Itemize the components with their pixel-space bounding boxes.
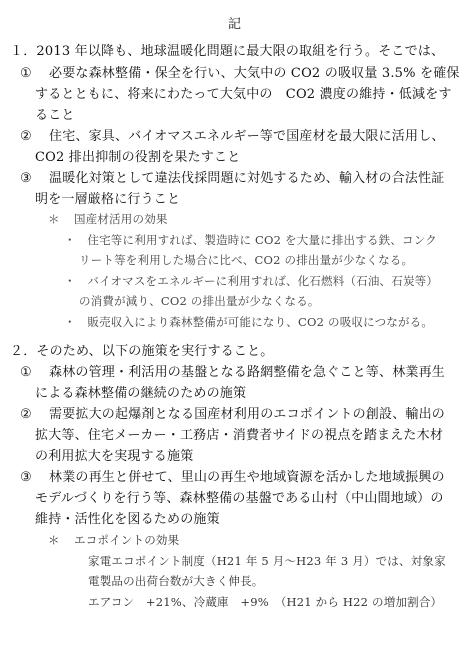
section2-heading: ２．そのため、以下の施策を実行すること。 bbox=[10, 344, 274, 359]
section1-item3-line: 明を一層厳格に行うこと bbox=[35, 192, 181, 207]
section1-item1-line: 必要な森林整備・保全を行い、大気中の CO2 の吸収量 3.5% を確保 bbox=[49, 66, 460, 81]
section1-item2-line: 住宅、家具、バイオマスエネルギー等で国産材を最大限に活用し、 bbox=[49, 129, 445, 144]
section2-note-line: 家電エコポイント制度（H21 年 5 月～H23 年 3 月）では、対象家 bbox=[88, 554, 446, 568]
section2-item3-marker: ③ bbox=[20, 470, 32, 485]
section1-item1-line: するとともに、将来にわたって大気中の CO2 濃度の維持・低減をす bbox=[35, 87, 452, 102]
section1-note-bullet: ・ 住宅等に利用すれば、製造時に CO2 を大量に排出する鉄、コンク bbox=[64, 233, 437, 247]
section2-item3-line: 林業の再生と併せて、里山の再生や地域資源を活かした地域振興の bbox=[49, 470, 445, 485]
section2-item1-marker: ① bbox=[20, 365, 32, 380]
section1-item3-line: 温暖化対策として違法伐採問題に対処するため、輸入材の合法性証 bbox=[49, 171, 445, 186]
section1-item2-line: CO2 排出抑制の役割を果たすこと bbox=[35, 150, 241, 165]
section2-note-title: エコポイントの効果 bbox=[74, 533, 180, 547]
section2-item3-line: モデルづくりを行う等、森林整備の基盤である山村（中山間地域）の bbox=[35, 491, 444, 506]
section2-note-line: エアコン +21%、冷蔵庫 +9% （H21 から H22 の増加割合） bbox=[88, 595, 443, 609]
section1-heading: １．2013 年以降も、地球温暖化問題に最大限の取組を行う。そこでは、 bbox=[10, 44, 445, 59]
section1-item3-marker: ③ bbox=[20, 171, 32, 186]
section1-note-title: 国産材活用の効果 bbox=[74, 212, 168, 226]
section2-item1-line: 森林の管理・利活用の基盤となる路網整備を急ぐこと等、林業再生 bbox=[49, 365, 446, 380]
section2-item2-line: の利用拡大を実現する施策 bbox=[35, 449, 194, 464]
section1-item2-marker: ② bbox=[20, 129, 32, 144]
section1-note-marker: ＊ bbox=[48, 212, 60, 226]
section1-item1-marker: ① bbox=[20, 66, 32, 81]
section2-note-marker: ＊ bbox=[48, 533, 60, 547]
section1-note-bullet: リート等を利用した場合に比べ、CO2 の排出量が少なくなる。 bbox=[79, 253, 414, 267]
section1-note-bullet: ・ バイオマスをエネルギーに利用すれば、化石燃料（石油、石炭等） bbox=[64, 274, 439, 288]
section2-item2-marker: ② bbox=[20, 407, 32, 422]
section1-item1-line: ること bbox=[35, 108, 75, 123]
section2-note-line: 電製品の出荷台数が大きく伸長。 bbox=[88, 574, 264, 588]
section1-note-bullet: ・ 販売収入により森林整備が可能になり、CO2 の吸収につながる。 bbox=[64, 315, 434, 329]
section1-note-bullet: の消費が減り、CO2 の排出量が少なくなる。 bbox=[79, 294, 320, 308]
section2-item3-line: 維持・活性化を図るための施策 bbox=[35, 512, 220, 527]
section2-item2-line: 拡大等、住宅メーカー・工務店・消費者サイドの視点を踏まえた木材 bbox=[35, 428, 444, 443]
section2-item2-line: 需要拡大の起爆剤となる国産材利用のエコポイントの創設、輸出の bbox=[49, 407, 446, 422]
section2-item1-line: による森林整備の継続のための施策 bbox=[35, 386, 247, 401]
document-title: 記 bbox=[228, 17, 242, 32]
